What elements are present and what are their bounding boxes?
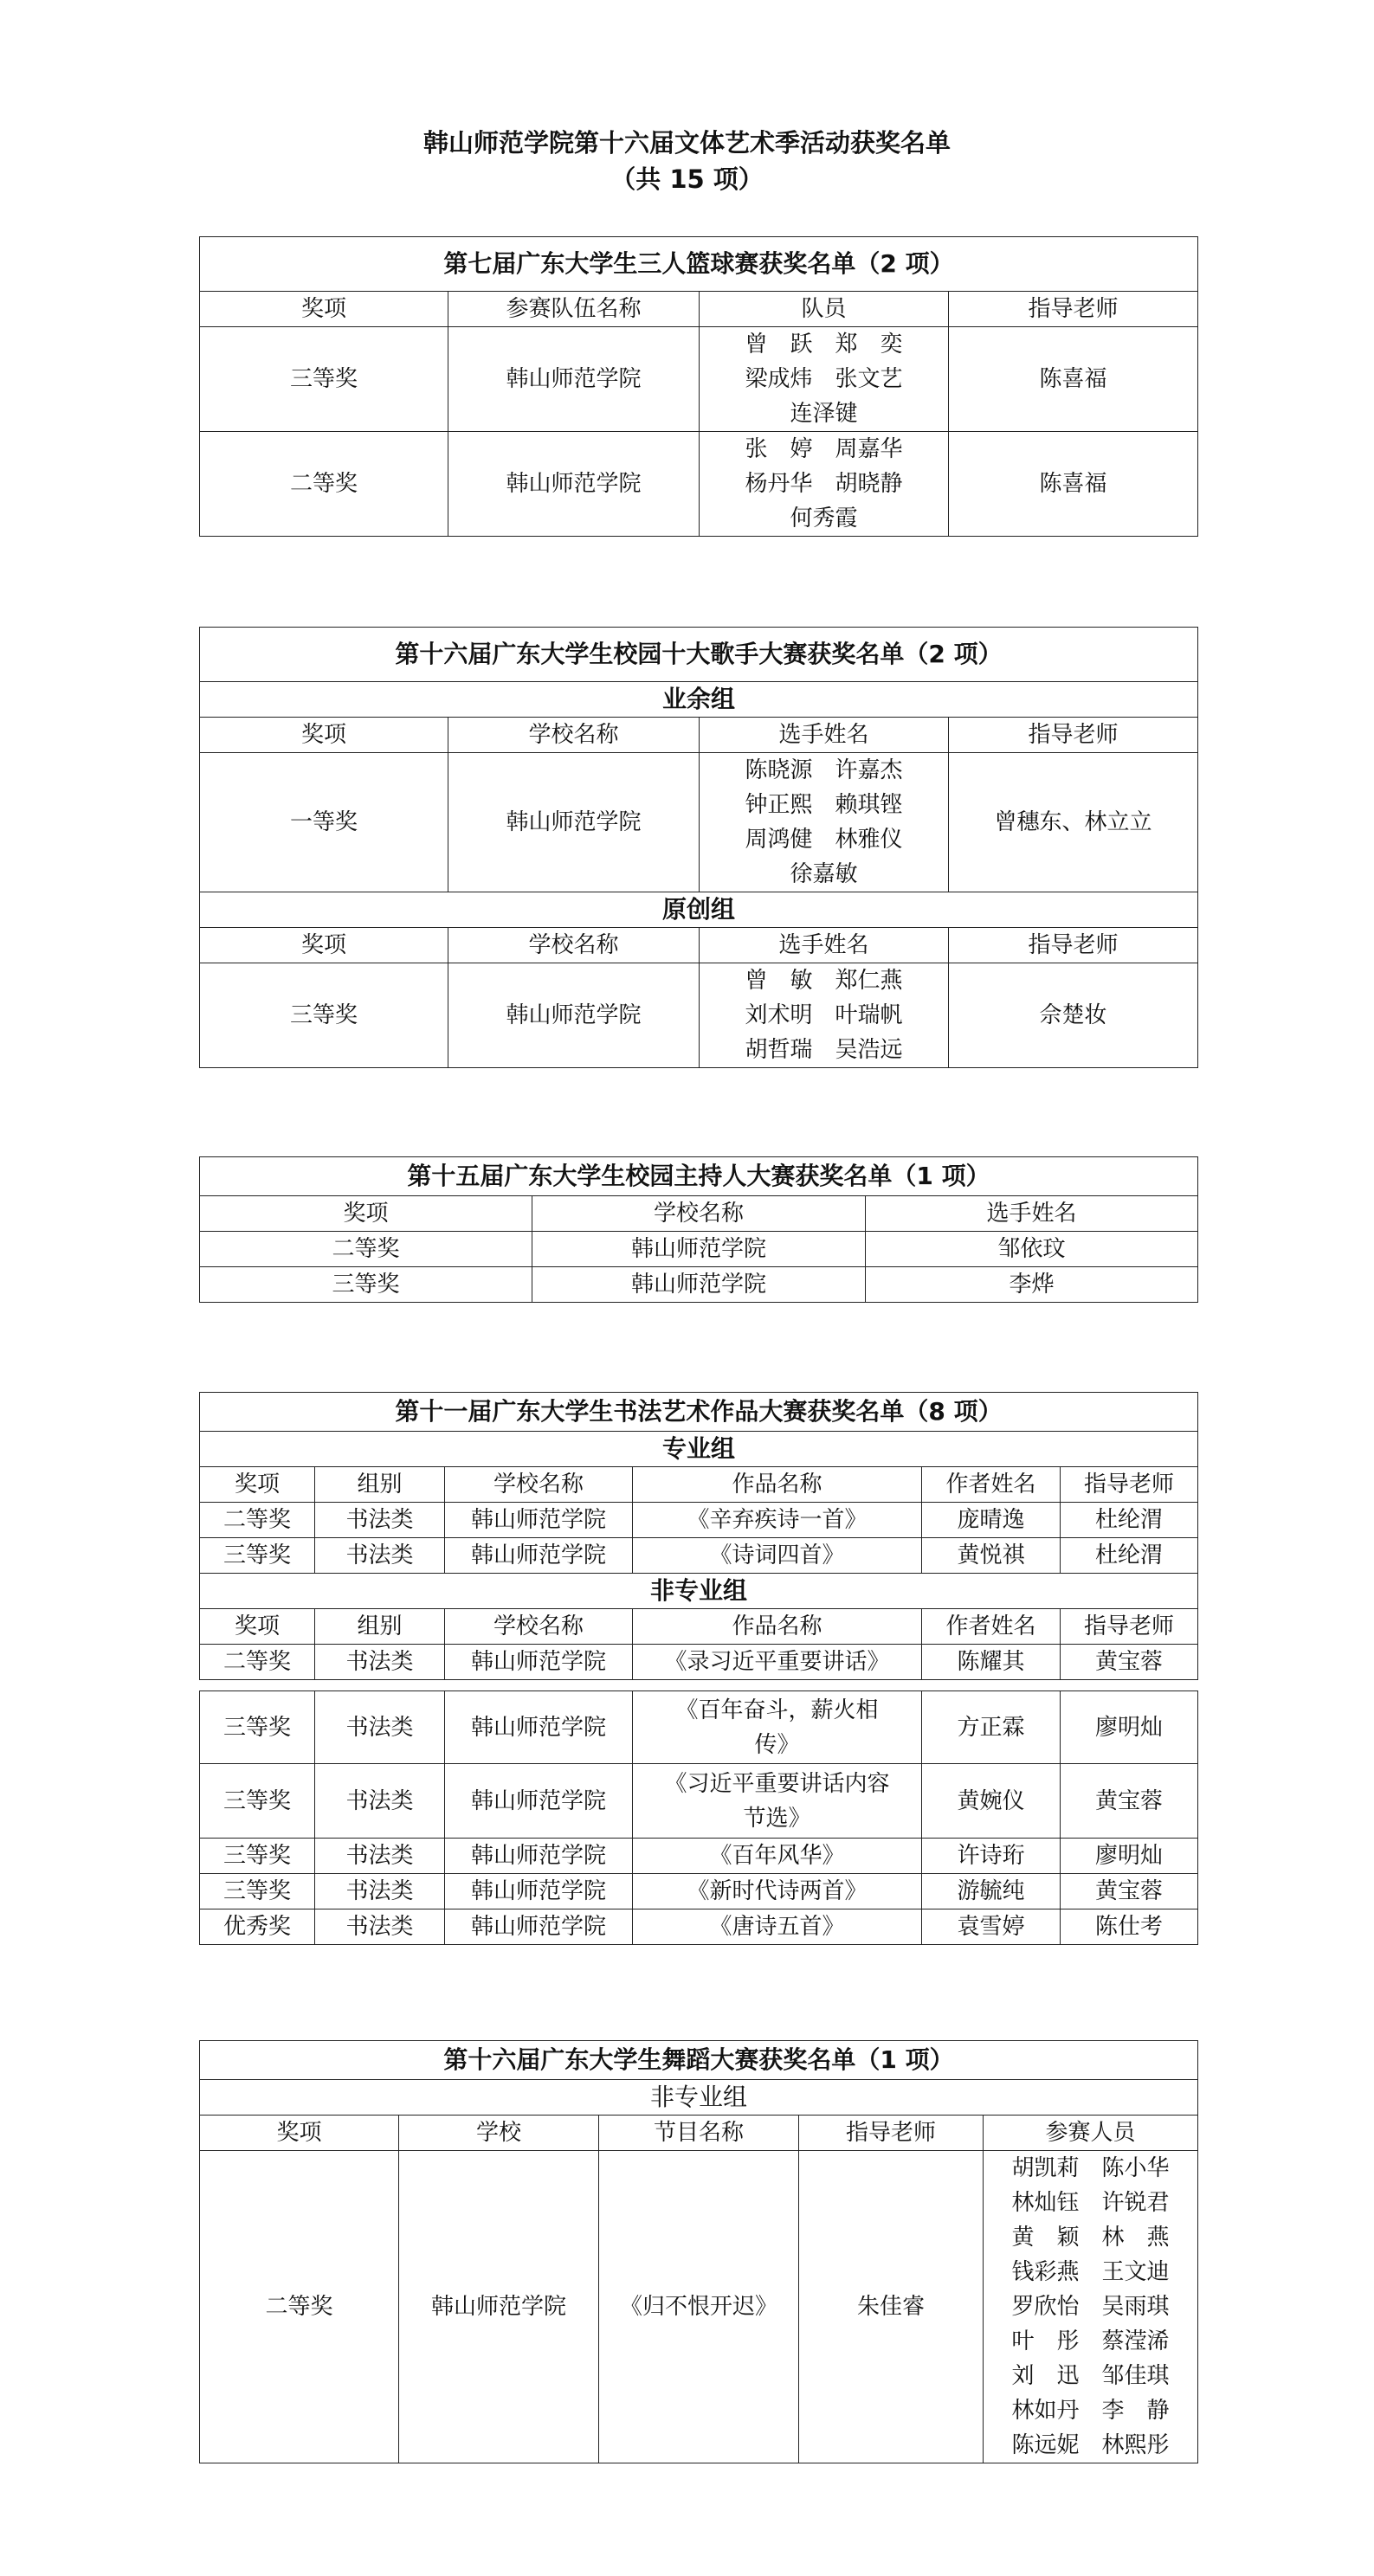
- table-caption: 第十五届广东大学生校园主持人大赛获奖名单（1 项）: [200, 1157, 1198, 1196]
- member-line: 曾 跃 郑 奕: [745, 332, 903, 357]
- program-cell: 《归不恨开迟》: [599, 2151, 799, 2463]
- teacher-cell: 陈仕考: [1061, 1909, 1198, 1945]
- member-line: 何秀霞: [790, 506, 858, 531]
- award-cell: 三等奖: [200, 1267, 532, 1303]
- school-cell: 韩山师范学院: [445, 1645, 633, 1680]
- column-header: 队员: [700, 292, 949, 327]
- category-cell: 书法类: [315, 1503, 445, 1538]
- table-row: [200, 1764, 1198, 1839]
- school-cell: 韩山师范学院: [445, 1839, 633, 1874]
- teacher-cell: 廖明灿: [1061, 1691, 1198, 1764]
- award-cell: 一等奖: [200, 753, 448, 892]
- category-cell: 书法类: [315, 1691, 445, 1764]
- author-cell: 许诗珩: [922, 1839, 1061, 1874]
- award-cell: 三等奖: [200, 1839, 315, 1874]
- column-header: 奖项: [200, 292, 448, 327]
- column-header: 奖项: [200, 2116, 399, 2151]
- table-caption: 第十一届广东大学生书法艺术作品大赛获奖名单（8 项）: [200, 1393, 1198, 1432]
- group-title: 非专业组: [200, 2080, 1198, 2116]
- member-line: 杨丹华 胡晓静: [745, 471, 903, 497]
- member-line: 陈晓源 许嘉杰: [745, 757, 903, 783]
- school-cell: 韩山师范学院: [532, 1267, 866, 1303]
- member-line: 梁成炜 张文艺: [745, 366, 903, 392]
- column-header: 参赛人员: [984, 2116, 1198, 2151]
- teacher-cell: 杜纶渭: [1061, 1538, 1198, 1574]
- column-header: 指导老师: [799, 2116, 984, 2151]
- award-cell: 优秀奖: [200, 1909, 315, 1945]
- calligraphy-table: [199, 1392, 1198, 1945]
- member-line: 钱彩燕 王文迪: [1011, 2259, 1170, 2285]
- teacher-cell: 陈喜福: [949, 432, 1198, 537]
- column-header: 学校名称: [532, 1196, 866, 1232]
- school-cell: 韩山师范学院: [445, 1909, 633, 1945]
- name-cell: 邹依玟: [866, 1232, 1198, 1267]
- category-cell: 书法类: [315, 1538, 445, 1574]
- table-row: [200, 2151, 1198, 2463]
- award-cell: 二等奖: [200, 2151, 399, 2463]
- category-cell: 书法类: [315, 1764, 445, 1839]
- table-row: [200, 1839, 1198, 1874]
- group-title: 非专业组: [200, 1574, 1198, 1609]
- members-cell: [984, 2151, 1198, 2463]
- work-cell: 《唐诗五首》: [633, 1909, 922, 1945]
- column-header: 学校名称: [448, 928, 700, 963]
- table-caption: 第十六届广东大学生舞蹈大赛获奖名单（1 项）: [200, 2041, 1198, 2080]
- header-row: [200, 1467, 1198, 1503]
- column-header: 学校名称: [445, 1467, 633, 1503]
- table-row: [200, 1232, 1198, 1267]
- work-cell: 《百年风华》: [633, 1839, 922, 1874]
- members-cell: [700, 963, 949, 1068]
- work-cell: 《辛弃疾诗一首》: [633, 1503, 922, 1538]
- member-line: 林灿钰 许锐君: [1011, 2190, 1170, 2216]
- header-row: [200, 292, 1198, 327]
- teacher-cell: 黄宝蓉: [1061, 1874, 1198, 1909]
- column-header: 奖项: [200, 1467, 315, 1503]
- work-cell: 《诗词四首》: [633, 1538, 922, 1574]
- column-header: 参赛队伍名称: [448, 292, 700, 327]
- column-header: 作者姓名: [922, 1467, 1061, 1503]
- teacher-cell: 黄宝蓉: [1061, 1645, 1198, 1680]
- teacher-cell: 杜纶渭: [1061, 1503, 1198, 1538]
- document-header: [0, 124, 1374, 196]
- table-row: [200, 1267, 1198, 1303]
- member-line: 林如丹 李 静: [1011, 2398, 1170, 2424]
- table-caption: 第七届广东大学生三人篮球赛获奖名单（2 项）: [200, 237, 1198, 292]
- column-header: 指导老师: [949, 928, 1198, 963]
- teacher-cell: 朱佳睿: [799, 2151, 984, 2463]
- column-header: 学校名称: [445, 1609, 633, 1645]
- table-row: [200, 327, 1198, 432]
- table-row: [200, 753, 1198, 892]
- award-cell: 三等奖: [200, 1538, 315, 1574]
- member-line: 叶 彤 蔡滢浠: [1011, 2328, 1170, 2354]
- column-header: 学校名称: [448, 718, 700, 753]
- column-header: 奖项: [200, 928, 448, 963]
- column-header: 奖项: [200, 1609, 315, 1645]
- school-cell: 韩山师范学院: [445, 1874, 633, 1909]
- member-line: 连泽键: [790, 401, 858, 427]
- header-row: [200, 718, 1198, 753]
- header-row: [200, 1609, 1198, 1645]
- member-line: 徐嘉敏: [790, 861, 858, 887]
- column-header: 作者姓名: [922, 1609, 1061, 1645]
- column-header: 奖项: [200, 1196, 532, 1232]
- document-subtitle: （共 15 项）: [610, 164, 764, 194]
- school-cell: 韩山师范学院: [532, 1232, 866, 1267]
- teacher-cell: 廖明灿: [1061, 1839, 1198, 1874]
- member-line: 周鸿健 林雅仪: [745, 827, 903, 853]
- school-cell: 韩山师范学院: [445, 1538, 633, 1574]
- table-row: [200, 1645, 1198, 1680]
- school-cell: 韩山师范学院: [445, 1691, 633, 1764]
- table-row: [200, 1691, 1198, 1764]
- member-line: 钟正熙 赖琪铿: [745, 792, 903, 818]
- award-cell: 三等奖: [200, 963, 448, 1068]
- column-header: 学校: [399, 2116, 599, 2151]
- members-cell: [700, 753, 949, 892]
- column-header: 奖项: [200, 718, 448, 753]
- award-cell: 二等奖: [200, 1232, 532, 1267]
- teacher-cell: 佘楚妆: [949, 963, 1198, 1068]
- member-line: 黄 颖 林 燕: [1011, 2225, 1170, 2251]
- award-cell: 二等奖: [200, 1503, 315, 1538]
- category-cell: 书法类: [315, 1645, 445, 1680]
- member-line: 刘 迅 邹佳琪: [1011, 2363, 1170, 2389]
- table-row: [200, 1538, 1198, 1574]
- group-title: 原创组: [200, 892, 1198, 928]
- work-cell: 《录习近平重要讲话》: [633, 1645, 922, 1680]
- team-cell: 韩山师范学院: [448, 327, 700, 432]
- team-cell: 韩山师范学院: [448, 432, 700, 537]
- award-cell: 三等奖: [200, 1764, 315, 1839]
- column-header: 指导老师: [1061, 1467, 1198, 1503]
- name-cell: 李烨: [866, 1267, 1198, 1303]
- members-cell: [700, 432, 949, 537]
- member-line: 曾 敏 郑仁燕: [745, 968, 903, 994]
- teacher-cell: 陈喜福: [949, 327, 1198, 432]
- author-cell: 游毓纯: [922, 1874, 1061, 1909]
- author-cell: 庞晴逸: [922, 1503, 1061, 1538]
- author-cell: 陈耀其: [922, 1645, 1061, 1680]
- school-cell: 韩山师范学院: [399, 2151, 599, 2463]
- author-cell: 黄婉仪: [922, 1764, 1061, 1839]
- column-header: 指导老师: [949, 292, 1198, 327]
- table-caption: 第十六届广东大学生校园十大歌手大赛获奖名单（2 项）: [200, 628, 1198, 682]
- school-cell: 韩山师范学院: [448, 963, 700, 1068]
- member-line: 刘术明 叶瑞帆: [745, 1002, 903, 1028]
- member-line: 胡哲瑞 吴浩远: [745, 1037, 903, 1063]
- school-cell: 韩山师范学院: [445, 1764, 633, 1839]
- column-header: 节目名称: [599, 2116, 799, 2151]
- header-row: [200, 928, 1198, 963]
- award-cell: 三等奖: [200, 1691, 315, 1764]
- table-row: [200, 432, 1198, 537]
- column-header: 作品名称: [633, 1467, 922, 1503]
- singers-table: [199, 627, 1198, 1068]
- award-cell: 二等奖: [200, 1645, 315, 1680]
- column-header: 组别: [315, 1609, 445, 1645]
- member-line: 罗欣怡 吴雨琪: [1011, 2294, 1170, 2320]
- dance-table: [199, 2040, 1198, 2463]
- work-cell: 《新时代诗两首》: [633, 1874, 922, 1909]
- column-header: 指导老师: [1061, 1609, 1198, 1645]
- category-cell: 书法类: [315, 1874, 445, 1909]
- column-header: 选手姓名: [700, 928, 949, 963]
- author-cell: 方正霖: [922, 1691, 1061, 1764]
- basketball-table: [199, 236, 1198, 537]
- members-cell: [700, 327, 949, 432]
- teacher-cell: 黄宝蓉: [1061, 1764, 1198, 1839]
- column-header: 组别: [315, 1467, 445, 1503]
- school-cell: 韩山师范学院: [445, 1503, 633, 1538]
- category-cell: 书法类: [315, 1839, 445, 1874]
- member-line: 张 婷 周嘉华: [745, 436, 903, 462]
- column-header: 选手姓名: [866, 1196, 1198, 1232]
- column-header: 作品名称: [633, 1609, 922, 1645]
- row-spacer: [200, 1680, 1198, 1691]
- host-table: [199, 1156, 1198, 1303]
- header-row: [200, 1196, 1198, 1232]
- table-row: [200, 1503, 1198, 1538]
- document-title: 韩山师范学院第十六届文体艺术季活动获奖名单: [423, 128, 951, 158]
- work-cell: 《百年奋斗，薪火相传》: [633, 1691, 922, 1764]
- table-row: [200, 963, 1198, 1068]
- table-row: [200, 1874, 1198, 1909]
- award-cell: 三等奖: [200, 327, 448, 432]
- column-header: 指导老师: [949, 718, 1198, 753]
- member-line: 陈远妮 林熙彤: [1011, 2432, 1170, 2458]
- group-title: 业余组: [200, 682, 1198, 718]
- award-cell: 三等奖: [200, 1874, 315, 1909]
- header-row: [200, 2116, 1198, 2151]
- table-row: [200, 1909, 1198, 1945]
- member-line: 胡凯莉 陈小华: [1011, 2155, 1170, 2181]
- teacher-cell: 曾穗东、林立立: [949, 753, 1198, 892]
- work-cell: 《习近平重要讲话内容节选》: [633, 1764, 922, 1839]
- author-cell: 黄悦祺: [922, 1538, 1061, 1574]
- award-cell: 二等奖: [200, 432, 448, 537]
- school-cell: 韩山师范学院: [448, 753, 700, 892]
- column-header: 选手姓名: [700, 718, 949, 753]
- group-title: 专业组: [200, 1432, 1198, 1467]
- category-cell: 书法类: [315, 1909, 445, 1945]
- author-cell: 袁雪婷: [922, 1909, 1061, 1945]
